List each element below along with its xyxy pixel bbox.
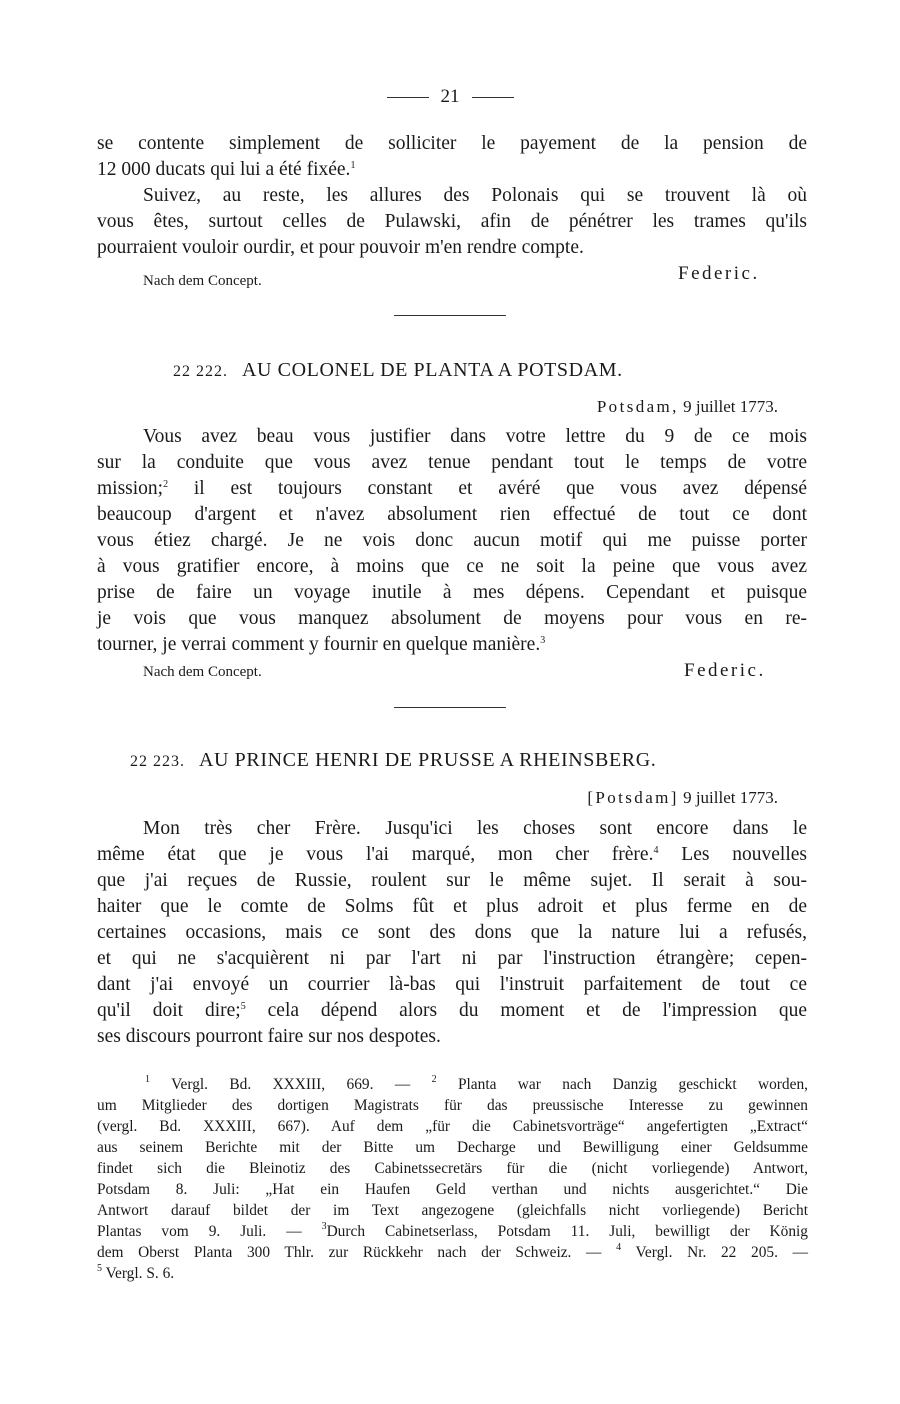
footnote-marker: 5 (97, 1263, 102, 1274)
text-line: se contente simplement de solliciter le payement de la pension de (97, 133, 807, 154)
footnote-line: Potsdam 8. Juli: „Hat ein Haufen Geld verthan und nichts ausgerichtet.“ Die (97, 1181, 808, 1198)
footnote-line: aus seinem Berichte mit der Bitte um Decharge und Bewilligung einer Geldsumme (97, 1139, 808, 1156)
text-line: qu'il doit dire;$^5$ cela dépend alors du moment et de l'impression que (97, 1000, 808, 1021)
text-line: je vois que vous manquez absolument de moyens pour vous en re- (97, 608, 807, 629)
text-line: beaucoup d'argent et n'avez absolument rien effectué de tout ce dont (97, 504, 807, 525)
footnote-line: $^1$ Vergl. Bd. XXXIII, 669. — $^2$ Planta war nach Danzig geschickt worden, (145, 1074, 808, 1093)
footnote-line: um Mitglieder des dortigen Magistrats für das preussische Interesse zu gewinnen (97, 1097, 808, 1114)
text-line: pourraient vouloir ourdir, et pour pouvoir m'en rendre compte. (97, 237, 584, 258)
letter-title: AU COLONEL DE PLANTA A POTSDAM. (242, 359, 623, 381)
text-line: Vous avez beau vous justifier dans votre lettre du 9 de ce mois (143, 426, 807, 447)
text-line: 12 000 ducats qui lui a été fixée.$^1$ (97, 159, 356, 180)
letter-number: 22 223. (130, 753, 185, 770)
footnote-line: dem Oberst Planta 300 Thlr. zur Rückkehr nach der Schweiz. — $^4$ Vergl. Nr. 22 205. — (97, 1242, 809, 1261)
text-line: tourner, je verrai comment y fournir en quelque manière.$^3$ (97, 634, 546, 655)
letter-title: AU PRINCE HENRI DE PRUSSE A RHEINSBERG. (199, 749, 657, 771)
separator-rule (394, 315, 506, 316)
header-dash-left (387, 97, 429, 98)
letter-heading (173, 359, 623, 382)
header-dash-right (472, 97, 514, 98)
footnote-ref: 1 (350, 160, 356, 171)
letter-number: 22 222. (173, 363, 228, 380)
source-note: Nach dem Concept. (143, 273, 262, 289)
footnote-ref: 4 (653, 845, 659, 856)
text-line: vous étiez chargé. Je ne vois donc aucun motif qui me puisse porter (97, 530, 807, 551)
text-line: mission;$^2$ il est toujours constant et avéré que vous avez dépensé (97, 478, 808, 499)
dateline: Potsdam, 9 juillet 1773. (596, 397, 778, 416)
footnote-line: findet sich die Bleinotiz des Cabinetssecretärs für die (nicht vorliegende) Antwort, (97, 1160, 808, 1177)
text-line: vous êtes, surtout celles de Pulawski, afin de pénétrer les trames qu'ils (97, 211, 807, 232)
text-line: Mon très cher Frère. Jusqu'ici les choses sont encore dans le (143, 818, 807, 839)
footnote-line: Plantas vom 9. Juli. — $^3$Durch Cabinetserlass, Potsdam 11. Juli, bewilligt der König (97, 1221, 808, 1240)
footnote-line: $^5$ Vergl. S. 6. (97, 1263, 175, 1282)
page-number: 21 (0, 86, 900, 108)
footnote-ref: 5 (240, 1001, 246, 1012)
footnote-marker: 3 (321, 1221, 327, 1232)
dateline: [Potsdam] 9 juillet 1773. (587, 788, 778, 807)
footnote-marker: 2 (431, 1074, 437, 1085)
text-line: haiter que le comte de Solms fût et plus adroit et plus ferme en de (97, 896, 807, 917)
text-line: prise de faire un voyage inutile à mes dépens. Cependant et puisque (97, 582, 807, 603)
text-line: sur la conduite que vous avez tenue pendant tout le temps de votre (97, 452, 807, 473)
footnote-marker: 1 (145, 1074, 150, 1085)
text-line: certaines occasions, mais ce sont des dons que la nature lui a refusés, (97, 922, 807, 943)
separator-rule (394, 707, 506, 708)
text-line: ses discours pourront faire sur nos despotes. (97, 1026, 441, 1047)
signature: Federic. (684, 660, 766, 681)
text-line: dant j'ai envoyé un courrier là-bas qui l'instruit parfaitement de tout ce (97, 974, 807, 995)
footnote-ref: 2 (163, 479, 169, 490)
text-line: même état que je vous l'ai marqué, mon cher frère.$^4$ Les nouvelles (97, 844, 808, 865)
footnote-ref: 3 (540, 635, 546, 646)
letter-heading (130, 749, 656, 772)
source-note: Nach dem Concept. (143, 664, 262, 680)
footnote-marker: 4 (616, 1242, 622, 1253)
footnote-line: Antwort darauf bildet der im Text angezogene (gleichfalls nicht vorliegende) Bericht (97, 1202, 808, 1219)
text-line: que j'ai reçues de Russie, roulent sur le même sujet. Il serait à sou- (97, 870, 807, 891)
footnote-line: (vergl. Bd. XXXIII, 667). Auf dem „für die Cabinetsvorträge“ angefertigten „Extract“ (97, 1118, 808, 1135)
text-line: à vous gratifier encore, à moins que ce ne soit la peine que vous avez (97, 556, 807, 577)
signature: Federic. (678, 263, 760, 284)
text-line: Suivez, au reste, les allures des Polonais qui se trouvent là où (143, 185, 807, 206)
text-line: et qui ne s'acquièrent ni par l'art ni par l'instruction étrangère; cepen- (97, 948, 807, 969)
